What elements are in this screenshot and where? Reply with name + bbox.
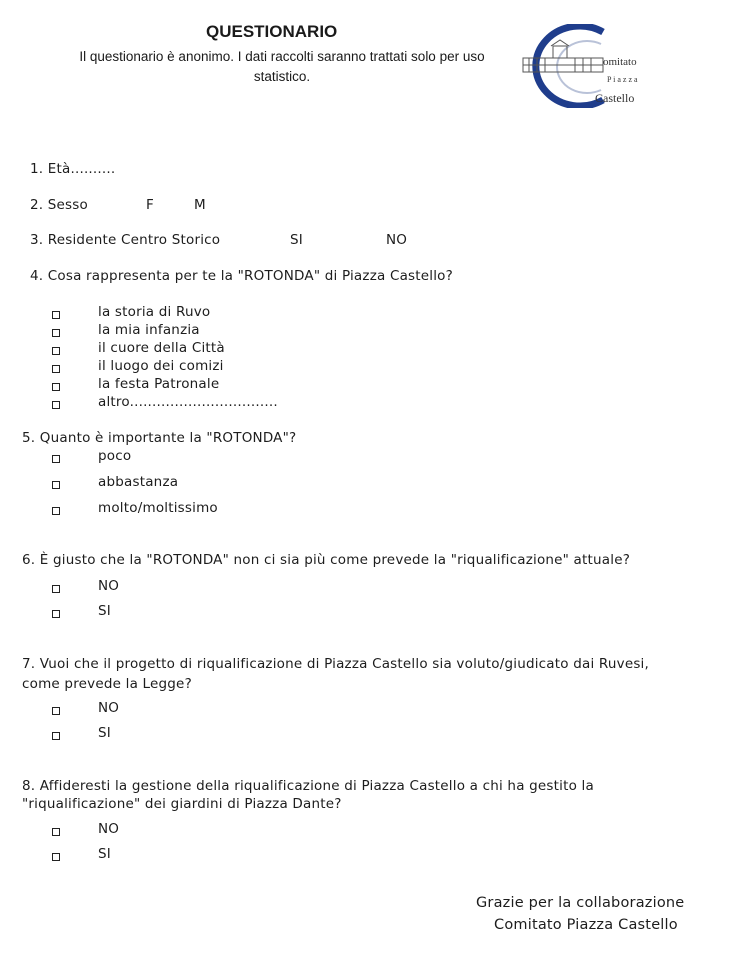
logo-text-1: omitato: [603, 56, 637, 68]
option-label: NO: [98, 700, 120, 716]
checkbox[interactable]: [52, 585, 60, 593]
option-residente-no: NO: [386, 232, 408, 248]
footer-thanks: Grazie per la collaborazione: [476, 895, 685, 911]
checkbox[interactable]: [52, 481, 60, 489]
question-3: 3. Residente Centro Storico: [30, 232, 221, 248]
option-label: la festa Patronale: [98, 376, 220, 392]
option-label: SI: [98, 846, 111, 862]
checkbox[interactable]: [52, 365, 60, 373]
question-6: 6. È giusto che la "ROTONDA" non ci sia più come prevede la "riqualificazione" attuale?: [22, 552, 631, 568]
comitato-logo: [515, 24, 655, 108]
option-label: SI: [98, 603, 111, 619]
question-7: 7. Vuoi che il progetto di riqualificazione di Piazza Castello sia voluto/giudicato dai Ruvesi,: [22, 656, 649, 672]
checkbox[interactable]: [52, 732, 60, 740]
checkbox[interactable]: [52, 347, 60, 355]
question-5: 5. Quanto è importante la "ROTONDA"?: [22, 430, 297, 446]
option-label: poco: [98, 448, 132, 464]
question-1: 1. Età..........: [30, 161, 116, 177]
question-8-line-2: "riqualificazione" dei giardini di Piazza Dante?: [22, 796, 342, 812]
page-subtitle: Il questionario è anonimo. I dati raccolti saranno trattati solo per uso statistico.: [79, 49, 485, 84]
option-label: NO: [98, 821, 120, 837]
logo-text-2: P i a z z a: [607, 75, 638, 84]
logo-inner-ring: [557, 41, 601, 93]
checkbox[interactable]: [52, 311, 60, 319]
logo-ring: [536, 26, 603, 106]
checkbox[interactable]: [52, 853, 60, 861]
question-4: 4. Cosa rappresenta per te la "ROTONDA" di Piazza Castello?: [30, 268, 454, 284]
checkbox[interactable]: [52, 455, 60, 463]
question-2: 2. Sesso: [30, 197, 88, 213]
question-7-line-2: come prevede la Legge?: [22, 676, 192, 692]
option-label: SI: [98, 725, 111, 741]
option-label: la mia infanzia: [98, 322, 200, 338]
option-residente-si: SI: [290, 232, 303, 248]
option-label: la storia di Ruvo: [98, 304, 211, 320]
checkbox[interactable]: [52, 610, 60, 618]
checkbox[interactable]: [52, 329, 60, 337]
page-title: QUESTIONARIO: [206, 22, 338, 41]
option-sesso-f: F: [146, 197, 154, 213]
option-label: abbastanza: [98, 474, 179, 490]
checkbox[interactable]: [52, 828, 60, 836]
option-label: molto/moltissimo: [98, 500, 218, 516]
checkbox[interactable]: [52, 507, 60, 515]
question-8: 8. Affideresti la gestione della riqualificazione di Piazza Castello a chi ha gestito la: [22, 778, 594, 794]
option-label: altro.................................: [98, 394, 278, 410]
checkbox[interactable]: [52, 707, 60, 715]
option-sesso-m: M: [194, 197, 206, 213]
option-label: NO: [98, 578, 120, 594]
logo-text-3: Castello: [595, 91, 635, 105]
checkbox[interactable]: [52, 383, 60, 391]
option-label: il luogo dei comizi: [98, 358, 224, 374]
footer-signature: Comitato Piazza Castello: [494, 917, 678, 933]
option-label: il cuore della Città: [98, 340, 225, 356]
checkbox[interactable]: [52, 401, 60, 409]
